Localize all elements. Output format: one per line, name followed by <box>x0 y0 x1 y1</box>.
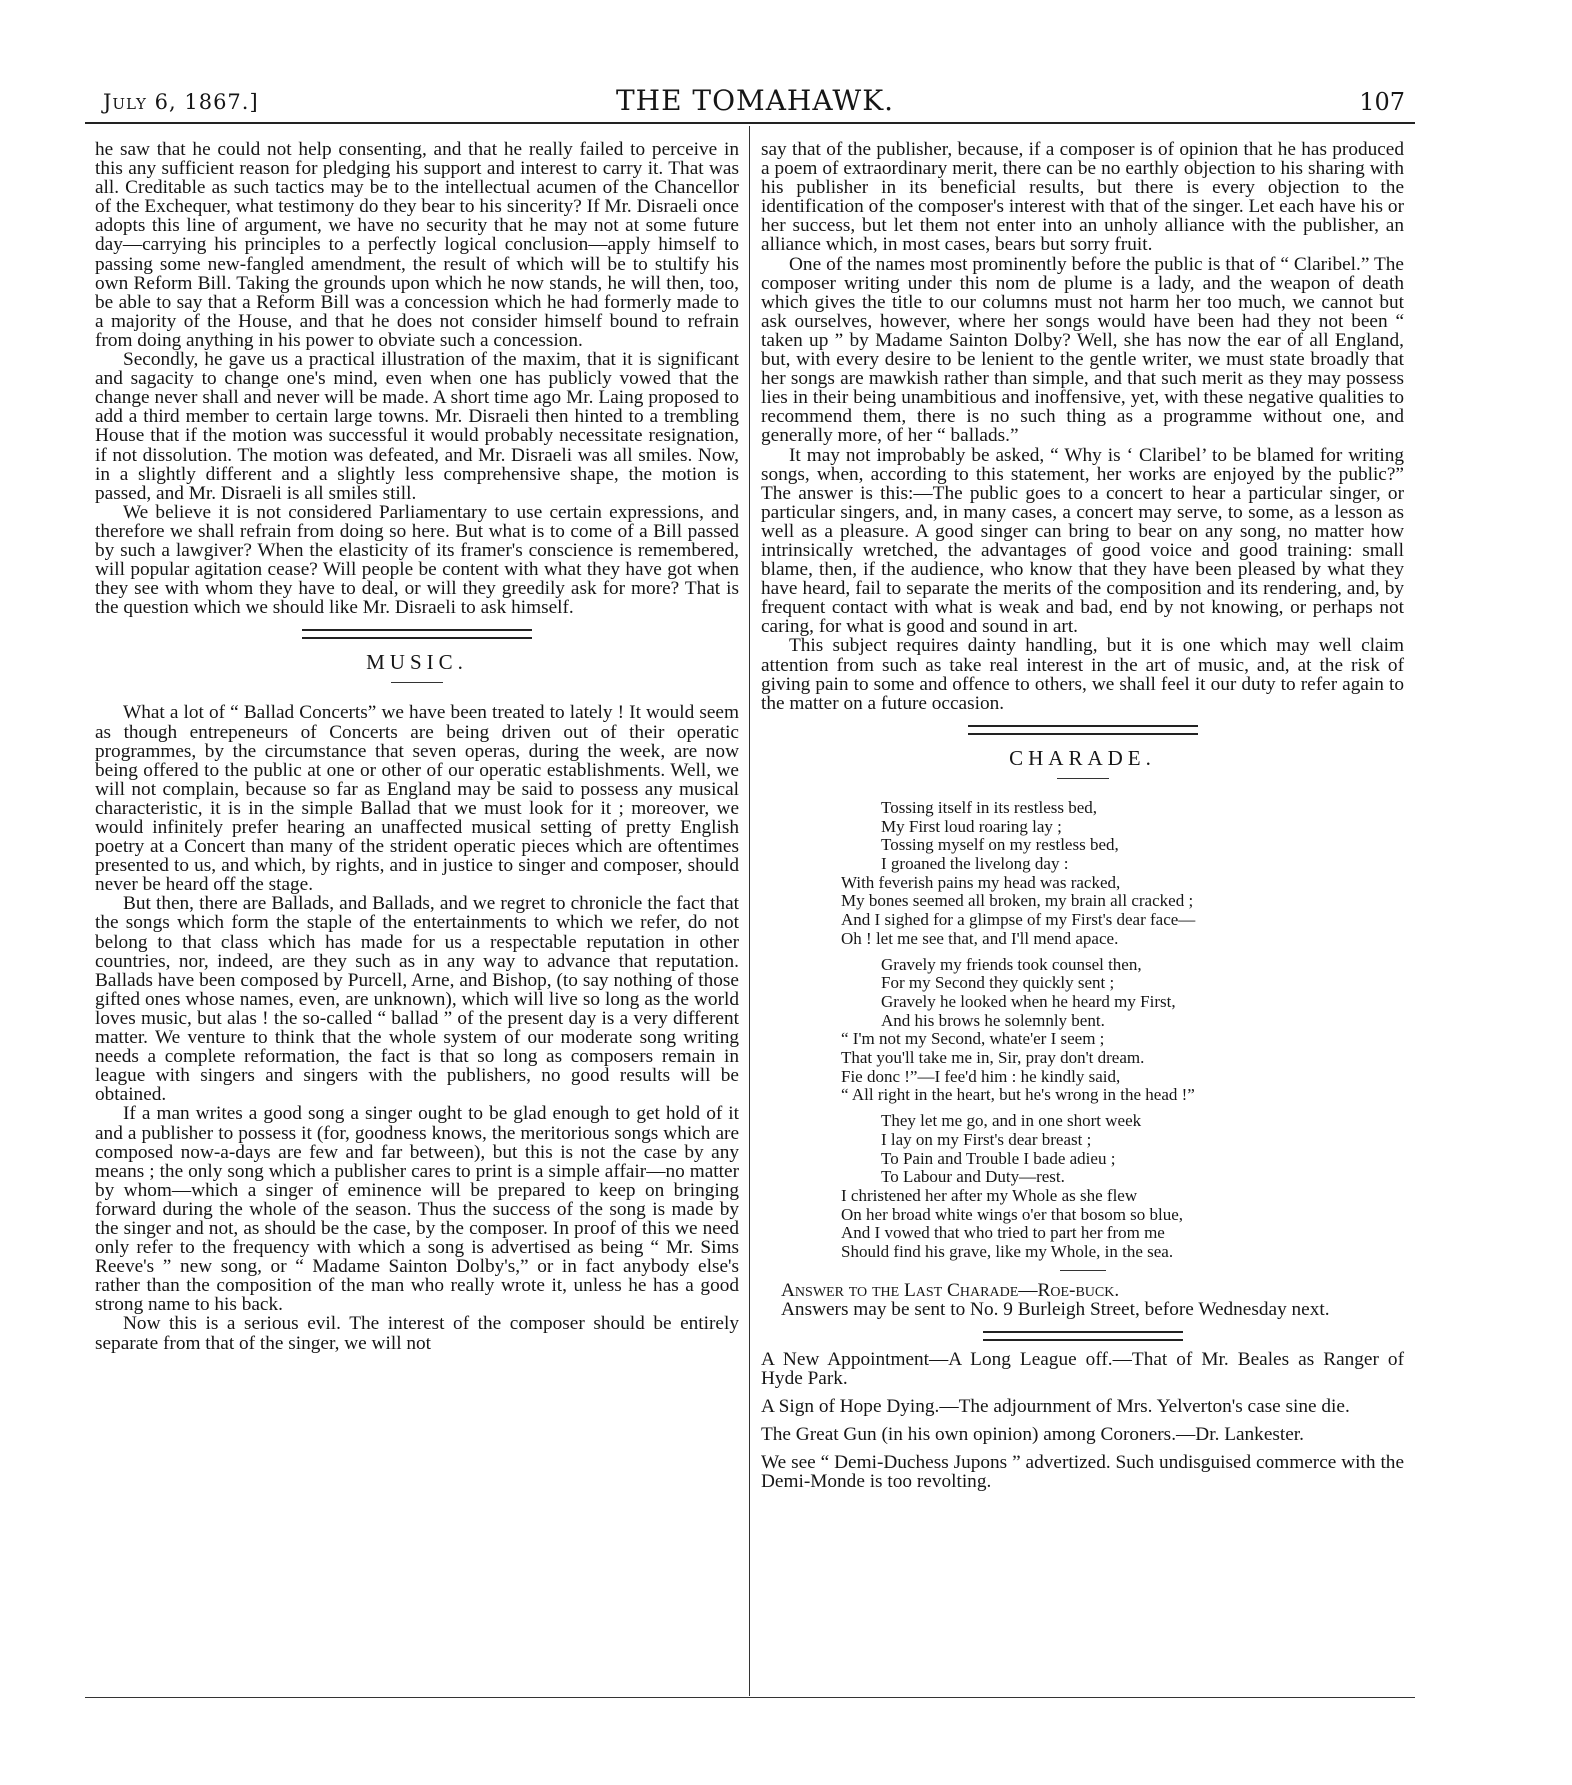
article-paragraph: We believe it is not considered Parliamentary to use certain expressions, and therefore we shall refrain from doing so here. But what is to come of a Bill passed by such a lawgiver? When the elasticity of its framer's conscience is remembered, will popular agitation cease? Will people be content with what they have got when they see with whom they have to deal, or will they greedily ask for more? That is the question which we should like Mr. Disraeli to ask himself. <box>95 501 739 619</box>
article-paragraph: It may not improbably be asked, “ Why is ‘ Claribel’ to be blamed for writing songs, when, according to this statement, her works are enjoyed by the public?” The answer is this:—The public goes to a concert to hear a particular singer, or particular singers, and, in many cases, a concert may serve, to some, as a lesson as well as a pleasure. A good singer can bring to bear on any song, no matter how intrinsically wretched, the advantages of good voice and good training: small blame, then, if the audience, who know that they have been pleased by what they have heard, fail to separate the merits of the composition and its rendering, and, by frequent contact with what is weak and bad, end by not knowing, or perhaps not caring, for what is good and sound in art. <box>761 444 1404 638</box>
poem-line: Oh ! let me see that, and I'll mend apace. <box>841 928 1119 948</box>
music-paragraph: What a lot of “ Ballad Concerts” we have been treated to lately ! It would seem as though entrepeneurs of Concerts are being driven out of their operatic programmes, by the circumstance that seven operas, during the week, are now being offered to the public at one or other of our operatic establishments. Well, we will not complain, because so far as England may be said to possess any musical characteristic, it is in the simple Ballad that we must look for it ; moreover, we would infinitely prefer hearing an unaffected musical setting of pretty English poetry at a Concert than many of the strident operatic pieces which are oftentimes presented to us, and which, by rights, and in justice to singer and composer, should never be heard off the stage. <box>95 702 739 896</box>
poem-line: To Pain and Trouble I bade adieu ; <box>881 1148 1116 1168</box>
news-item: A Sign of Hope Dying.—The adjournment of Mrs. Yelverton's case sine die. <box>761 1396 1350 1418</box>
right-column <box>761 140 1404 1492</box>
music-paragraph: Now this is a serious evil. The interest of the composer should be entirely separate from that of the singer, we will not <box>95 1313 739 1354</box>
poem-line: Fie donc !”—I fee'd him : he kindly said, <box>841 1066 1121 1086</box>
music-paragraph: If a man writes a good song a singer ought to be glad enough to get hold of it and a publisher to possess it (for, goodness knows, the meritorious songs which are composed now-a-days are few and far between), but this is not the case by any means ; the only song which a publisher cares to print is a simple affair—no matter by whom—which a singer of eminence will be prepared to keep on bringing forward during the whole of the season. Thus the success of the song is made by the singer and not, as should be the case, by the composer. In proof of this we need only refer to the frequency with which a song is advertised as being “ Mr. Sims Reeve's ” new song, or “ Madame Sainton Dolby's,” or in fact anybody else's rather than the composition of the man who really wrote it, unless he has a good strong name to his back. <box>95 1103 739 1316</box>
music-paragraph: But then, there are Ballads, and Ballads, and we regret to chronicle the fact that the songs which form the staple of the entertainments to which we refer, do not belong to that class which has made for us a respectable reputation in other countries, nor, indeed, are they such as in any way to advance that reputation. Ballads have been composed by Purcell, Arne, and Bishop, (to say nothing of those gifted ones whose names, even, are unknown), which will live so long as the world loves music, but alas ! the so-called “ ballad ” of the present day is a very different matter. We venture to think that the whole system of our moderate song writing needs a complete reformation, the fact is that so long as composers remain in league with singers and singers with the publishers, no good results will be obtained. <box>95 893 739 1106</box>
poem-line: Gravely my friends took counsel then, <box>881 954 1142 974</box>
section-divider <box>302 629 532 639</box>
article-paragraph: say that of the publisher, because, if a composer is of opinion that he has produced a poem of extraordinary merit, there can be no earthly objection to his sharing with his publisher in its beneficial results, but there is every objection to the identification of the composer's interest with that of the singer. Let each have his or her success, but let them not enter into an unholy alliance with the publisher, an alliance which, in most cases, bears but sorry fruit. <box>761 139 1404 256</box>
poem-line: To Labour and Duty—rest. <box>881 1167 1065 1187</box>
poem-line: “ All right in the heart, but he's wrong in the head !” <box>841 1085 1195 1105</box>
section-divider <box>968 725 1198 735</box>
section-divider <box>983 1331 1183 1341</box>
poem-end-rule <box>1060 1270 1106 1271</box>
poem-line: Tossing itself in its restless bed, <box>881 797 1098 817</box>
poem-line: My First loud roaring lay ; <box>881 816 1062 836</box>
news-item: A New Appointment—A Long League off.—That of Mr. Beales as Ranger of Hyde Park. <box>761 1348 1404 1390</box>
music-heading: MUSIC. <box>366 650 468 675</box>
poem-line: I lay on my First's dear breast ; <box>881 1129 1092 1149</box>
poem-line: On her broad white wings o'er that bosom so blue, <box>841 1204 1184 1224</box>
news-item: We see “ Demi-Duchess Jupons ” advertized. Such undisguised commerce with the Demi-Monde is too revolting. <box>761 1452 1404 1493</box>
article-paragraph: he saw that he could not help consenting, and that he really failed to perceive in this any sufficient reason for pledging his support and interest to carry it. That was all. Creditable as such tactics may be to the intellectual acumen of the Chancellor of the Exchequer, what testimony do they bear to his sincerity? If Mr. Disraeli once adopts this line of argument, we have no security that he may not at some future day—carrying his principles to a perfectly logical conclusion—apply himself to passing some new-fangled amendment, the result of which will be to stultify his own Reform Bill. Taking the grounds upon which he now stands, he will then, too, be able to say that a Reform Bill was a concession which he had formerly made to a majority of the House, and that he does not consider himself bound to refrain from doing anything in his power to obviate such a concession. <box>95 139 739 351</box>
article-paragraph: One of the names most prominently before the public is that of “ Claribel.” The composer writing under this nom de plume is a lady, and the weapon of death which gives the title to our columns must not harm her too much, we cannot but ask ourselves, however, where her songs would have been had they not been “ taken up ” by Madame Sainton Dolby? Well, she has now the ear of all England, but, with every desire to be lenient to the gentle writer, we must state broadly that her songs are mawkish rather than simple, and that such merit as they may possess lies in their being unambitious and inoffensive, yet, with these negative qualities to recommend them, there is no such thing as a programme without one, and generally more, of her “ ballads.” <box>761 253 1404 447</box>
charade-poem <box>841 799 1404 1262</box>
poem-line: “ I'm not my Second, whate'er I seem ; <box>841 1029 1105 1049</box>
news-item: The Great Gun (in his own opinion) among Coroners.—Dr. Lankester. <box>761 1424 1304 1446</box>
poem-line: I groaned the livelong day : <box>881 854 1069 874</box>
poem-line: I christened her after my Whole as she flew <box>841 1185 1138 1205</box>
page-header <box>95 84 1415 120</box>
charade-heading: CHARADE. <box>1009 745 1156 770</box>
poem-line: Gravely he looked when he heard my First, <box>881 991 1176 1011</box>
answers-note: Answers may be sent to No. 9 Burleigh Street, before Wednesday next. <box>781 1298 1330 1320</box>
poem-line: Tossing myself on my restless bed, <box>881 835 1119 855</box>
charade-answer: Answer to the Last Charade—Roe-buck. <box>781 1279 1120 1301</box>
page-number: 107 <box>1359 88 1405 116</box>
poem-line: And I vowed that who tried to part her from me <box>841 1223 1165 1243</box>
heading-rule <box>391 682 443 683</box>
poem-line: And I sighed for a glimpse of my First's dear face— <box>841 910 1196 930</box>
article-paragraph: This subject requires dainty handling, but it is one which may well claim attention from such as take real interest in the art of music, and, at the risk of giving pain to some and offence to others, we shall feel it our duty to refer again to the matter on a future occasion. <box>761 635 1404 714</box>
footer-rule <box>85 1697 1415 1698</box>
issue-date: July 6, 1867.] <box>103 90 259 114</box>
poem-line: For my Second they quickly sent ; <box>881 973 1115 993</box>
poem-line: And his brows he solemnly bent. <box>881 1010 1105 1030</box>
heading-rule <box>1057 778 1109 779</box>
article-paragraph: Secondly, he gave us a practical illustration of the maxim, that it is significant and sagacity to change one's mind, even when one has publicly vowed that the change never shall and never will be made. A short time ago Mr. Laing proposed to add a third member to certain large towns. Mr. Disraeli then hinted to a trembling House that if the motion was successful it would probably necessitate resignation, if not dissolution. The motion was defeated, and Mr. Disraeli was all smiles. Now, in a slightly different and a slightly less comprehensive shape, the motion is passed, and Mr. Disraeli is all smiles still. <box>95 349 739 504</box>
poem-line: My bones seemed all broken, my brain all cracked ; <box>841 891 1194 911</box>
masthead-title: THE TOMAHAWK. <box>615 84 895 117</box>
poem-line: That you'll take me in, Sir, pray don't dream. <box>841 1048 1145 1068</box>
header-rule <box>85 122 1415 124</box>
poem-line: They let me go, and in one short week <box>881 1111 1142 1131</box>
poem-line: Should find his grave, like my Whole, in the sea. <box>841 1242 1174 1262</box>
left-column <box>95 140 739 1353</box>
column-divider <box>749 126 750 1696</box>
poem-line: With feverish pains my head was racked, <box>841 872 1121 892</box>
